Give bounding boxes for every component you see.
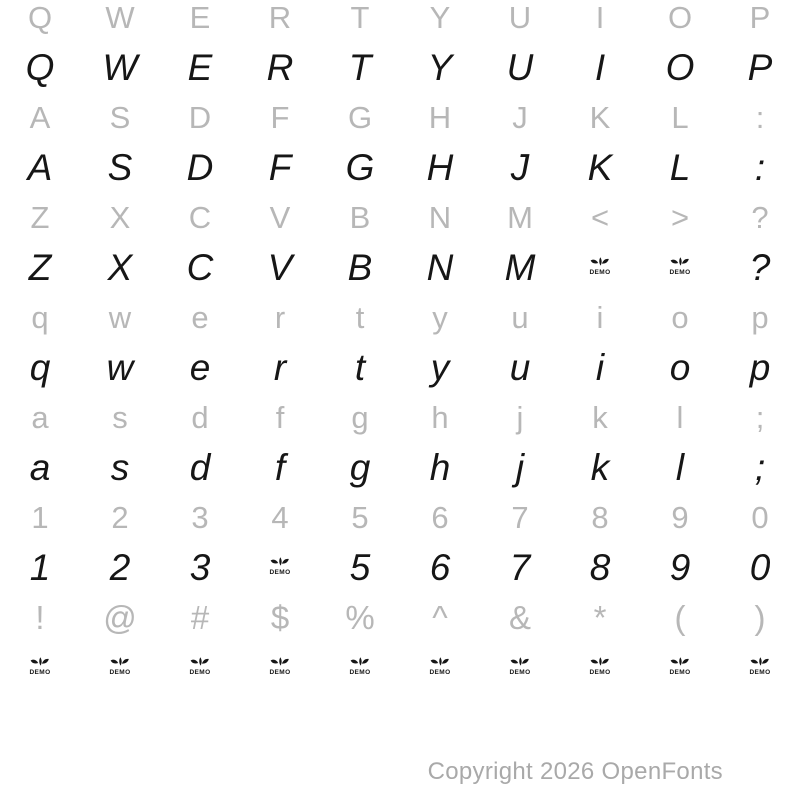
- glyph-cell: V: [267, 246, 293, 288]
- glyph-cell: I: [594, 46, 606, 88]
- glyph-cell: M: [507, 199, 533, 235]
- demo-glyph: [589, 657, 610, 677]
- demo-glyph-label: DEMO: [29, 669, 51, 677]
- glyph-row-zxcv-upper-ghost: [0, 192, 800, 242]
- glyph-cell: 9: [669, 546, 691, 588]
- glyph-cell: e: [189, 346, 211, 388]
- glyph-cell: &: [508, 598, 531, 636]
- demo-marker-icon: [669, 257, 690, 269]
- glyph-cell: E: [189, 0, 211, 35]
- glyph-cell: f: [274, 446, 286, 488]
- glyph-cell: B: [349, 199, 371, 235]
- glyph-cell: o: [669, 346, 691, 388]
- glyph-cell: w: [108, 299, 132, 335]
- glyph-cell: h: [429, 446, 451, 488]
- glyph-cell: 1: [31, 499, 49, 535]
- glyph-cell: 6: [431, 499, 449, 535]
- glyph-cell: 7: [509, 546, 531, 588]
- glyph-cell: D: [188, 99, 212, 135]
- glyph-cell: d: [191, 399, 209, 435]
- glyph-cell: o: [671, 299, 689, 335]
- glyph-cell: r: [274, 299, 286, 335]
- glyph-cell: i: [596, 299, 604, 335]
- glyph-cell: X: [109, 199, 131, 235]
- glyph-cell: Y: [429, 0, 451, 35]
- glyph-cell: J: [510, 146, 530, 188]
- glyph-cell: Q: [27, 0, 53, 35]
- glyph-cell: A: [29, 99, 51, 135]
- glyph-cell: l: [675, 446, 685, 488]
- glyph-cell: 6: [429, 546, 451, 588]
- glyph-cell: (: [674, 598, 686, 636]
- demo-glyph-label: DEMO: [589, 269, 611, 277]
- glyph-cell: U: [508, 0, 532, 35]
- demo-glyph-label: DEMO: [109, 669, 131, 677]
- glyph-cell: A: [27, 146, 53, 188]
- demo-glyph-label: DEMO: [589, 669, 611, 677]
- demo-marker-icon: [29, 657, 50, 669]
- demo-glyph: [669, 257, 690, 277]
- glyph-cell: F: [270, 99, 290, 135]
- glyph-cell: %: [345, 598, 375, 636]
- demo-glyph-label: DEMO: [189, 669, 211, 677]
- demo-glyph: [589, 257, 610, 277]
- demo-marker-icon: [589, 657, 610, 669]
- glyph-cell: T: [350, 0, 370, 35]
- demo-marker-icon: [509, 657, 530, 669]
- glyph-cell: W: [105, 0, 135, 35]
- glyph-cell: u: [509, 346, 531, 388]
- demo-glyph: [349, 657, 370, 677]
- glyph-row-digits-ghost: [0, 492, 800, 542]
- glyph-cell: O: [667, 0, 693, 35]
- demo-glyph: [29, 657, 50, 677]
- glyph-cell: 8: [591, 499, 609, 535]
- demo-glyph: [109, 657, 130, 677]
- demo-glyph-label: DEMO: [749, 669, 771, 677]
- glyph-cell: g: [351, 399, 369, 435]
- glyph-row-asdf-lower-ink: [0, 442, 800, 492]
- glyph-cell: Z: [30, 199, 50, 235]
- glyph-cell: N: [428, 199, 452, 235]
- glyph-cell: G: [347, 99, 373, 135]
- glyph-cell: t: [355, 299, 365, 335]
- glyph-cell: ?: [751, 199, 769, 235]
- glyph-cell: B: [347, 246, 373, 288]
- demo-glyph-label: DEMO: [669, 269, 691, 277]
- glyph-cell: g: [349, 446, 371, 488]
- glyph-cell: D: [186, 146, 214, 188]
- demo-glyph: [509, 657, 530, 677]
- glyph-cell: M: [504, 246, 536, 288]
- glyph-cell: ^: [432, 598, 448, 636]
- demo-marker-icon: [269, 557, 290, 569]
- glyph-cell: a: [29, 446, 51, 488]
- glyph-row-symbols-ghost: [0, 592, 800, 642]
- glyph-row-zxcv-upper-ink: [0, 242, 800, 292]
- glyph-cell: l: [676, 399, 684, 435]
- demo-glyph: [269, 557, 290, 577]
- glyph-row-asdf-upper-ink: [0, 142, 800, 192]
- demo-glyph: [429, 657, 450, 677]
- glyph-cell: q: [29, 346, 51, 388]
- glyph-cell: i: [595, 346, 605, 388]
- glyph-cell: Y: [427, 46, 453, 88]
- glyph-cell: H: [428, 99, 452, 135]
- glyph-cell: 3: [189, 546, 211, 588]
- glyph-cell: :: [754, 146, 766, 188]
- glyph-cell: W: [102, 46, 138, 88]
- glyph-cell: G: [345, 146, 375, 188]
- glyph-cell: *: [593, 598, 607, 636]
- glyph-cell: Q: [25, 46, 55, 88]
- demo-glyph: [189, 657, 210, 677]
- glyph-cell: 3: [191, 499, 209, 535]
- glyph-row-qwerty-upper-ink: [0, 42, 800, 92]
- glyph-cell: p: [749, 346, 771, 388]
- demo-glyph-label: DEMO: [509, 669, 531, 677]
- glyph-cell: u: [511, 299, 529, 335]
- glyph-cell: Z: [28, 246, 52, 288]
- glyph-cell: C: [186, 246, 214, 288]
- glyph-row-symbols-demo: [0, 642, 800, 692]
- demo-glyph: [269, 657, 290, 677]
- glyph-cell: <: [590, 199, 610, 235]
- glyph-row-qwerty-upper-ghost: [0, 0, 800, 42]
- glyph-row-digits-ink: [0, 542, 800, 592]
- glyph-cell: J: [512, 99, 528, 135]
- demo-glyph-label: DEMO: [429, 669, 451, 677]
- glyph-cell: T: [348, 46, 372, 88]
- glyph-cell: $: [270, 598, 290, 636]
- glyph-cell: F: [268, 146, 292, 188]
- demo-marker-icon: [669, 657, 690, 669]
- glyph-cell: #: [190, 598, 210, 636]
- glyph-row-qwerty-lower-ghost: [0, 292, 800, 342]
- glyph-cell: R: [266, 46, 294, 88]
- glyph-cell: :: [755, 99, 765, 135]
- glyph-cell: X: [107, 246, 133, 288]
- demo-marker-icon: [429, 657, 450, 669]
- glyph-cell: S: [109, 99, 131, 135]
- glyph-cell: 5: [349, 546, 371, 588]
- demo-marker-icon: [109, 657, 130, 669]
- glyph-cell: d: [189, 446, 211, 488]
- glyph-cell: a: [31, 399, 49, 435]
- glyph-cell: s: [112, 399, 128, 435]
- glyph-cell: R: [268, 0, 292, 35]
- glyph-cell: f: [275, 399, 285, 435]
- demo-marker-icon: [589, 257, 610, 269]
- demo-glyph-label: DEMO: [349, 669, 371, 677]
- glyph-cell: 7: [511, 499, 529, 535]
- glyph-cell: r: [273, 346, 287, 388]
- demo-glyph-label: DEMO: [669, 669, 691, 677]
- glyph-row-asdf-upper-ghost: [0, 92, 800, 142]
- glyph-cell: @: [103, 598, 137, 636]
- glyph-cell: k: [590, 446, 610, 488]
- glyph-cell: L: [671, 99, 689, 135]
- glyph-cell: y: [430, 346, 450, 388]
- glyph-cell: ?: [749, 246, 771, 288]
- glyph-cell: !: [35, 598, 45, 636]
- glyph-cell: w: [106, 346, 134, 388]
- glyph-cell: t: [354, 346, 366, 388]
- glyph-cell: H: [426, 146, 454, 188]
- glyph-cell: 8: [589, 546, 611, 588]
- demo-marker-icon: [269, 657, 290, 669]
- glyph-cell: S: [107, 146, 133, 188]
- glyph-cell: E: [187, 46, 213, 88]
- demo-glyph: [669, 657, 690, 677]
- glyph-cell: 1: [29, 546, 51, 588]
- glyph-cell: 2: [109, 546, 131, 588]
- glyph-row-qwerty-lower-ink: [0, 342, 800, 392]
- glyph-cell: K: [587, 146, 613, 188]
- glyph-cell: j: [515, 446, 525, 488]
- glyph-cell: L: [669, 146, 691, 188]
- glyph-cell: I: [595, 0, 605, 35]
- glyph-cell: 5: [351, 499, 369, 535]
- glyph-cell: P: [747, 46, 773, 88]
- glyph-cell: C: [188, 199, 212, 235]
- glyph-cell: >: [670, 199, 690, 235]
- glyph-cell: ;: [755, 399, 765, 435]
- glyph-cell: s: [110, 446, 130, 488]
- glyph-cell: 0: [751, 499, 769, 535]
- glyph-cell: N: [426, 246, 454, 288]
- glyph-cell: U: [506, 46, 534, 88]
- demo-marker-icon: [749, 657, 770, 669]
- glyph-cell: V: [269, 199, 291, 235]
- glyph-cell: ;: [754, 446, 766, 488]
- glyph-cell: O: [665, 46, 695, 88]
- demo-glyph-label: DEMO: [269, 569, 291, 577]
- glyph-cell: j: [516, 399, 524, 435]
- glyph-row-asdf-lower-ghost: [0, 392, 800, 442]
- demo-marker-icon: [189, 657, 210, 669]
- glyph-cell: k: [592, 399, 608, 435]
- glyph-cell: h: [431, 399, 449, 435]
- glyph-cell: ): [754, 598, 766, 636]
- glyph-cell: 2: [111, 499, 129, 535]
- glyph-cell: 9: [671, 499, 689, 535]
- copyright-text: Copyright 2026 OpenFonts: [427, 758, 723, 785]
- glyph-cell: q: [31, 299, 49, 335]
- demo-glyph: [749, 657, 770, 677]
- demo-marker-icon: [349, 657, 370, 669]
- demo-glyph-label: DEMO: [269, 669, 291, 677]
- glyph-cell: p: [751, 299, 769, 335]
- glyph-cell: 0: [749, 546, 771, 588]
- glyph-cell: e: [191, 299, 209, 335]
- glyph-cell: K: [589, 99, 611, 135]
- glyph-cell: y: [432, 299, 448, 335]
- glyph-cell: 4: [271, 499, 289, 535]
- glyph-cell: P: [749, 0, 771, 35]
